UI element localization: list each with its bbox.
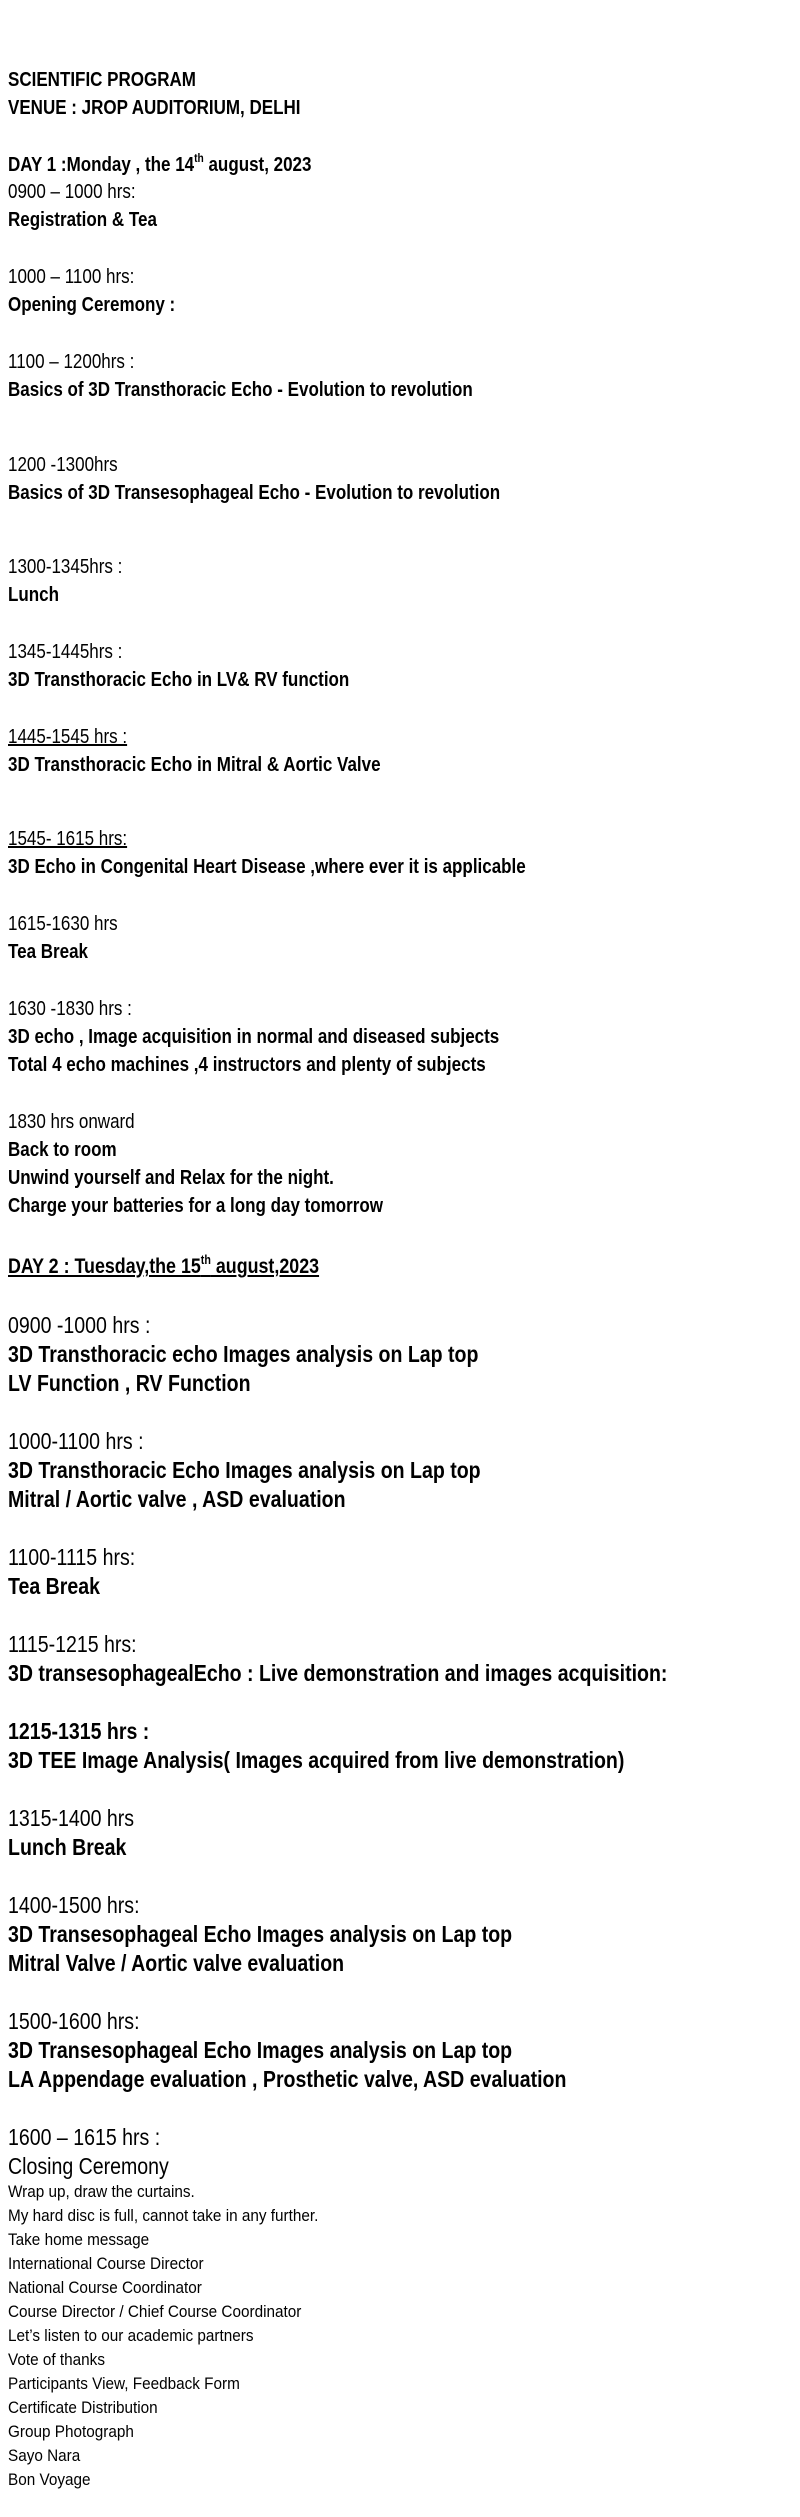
closing-item: Group Photograph xyxy=(8,2422,134,2441)
closing-item: Sayo Nara xyxy=(8,2446,81,2465)
session-title: 3D echo , Image acquisition in normal and diseased subjects xyxy=(8,1026,500,1048)
session-time: 1315-1400 hrs xyxy=(8,1805,135,1831)
session-time: 1500-1600 hrs: xyxy=(8,2008,140,2034)
session-time: 0900 -1000 hrs : xyxy=(8,1312,151,1338)
closing-item: Vote of thanks xyxy=(8,2350,105,2369)
day2-heading-suffix: august,2023 xyxy=(210,1255,320,1278)
closing-item: Take home message xyxy=(8,2230,150,2249)
session-time: 1000-1100 hrs : xyxy=(8,1428,144,1454)
session-title: 3D Transthoracic Echo Images analysis on Lap top xyxy=(8,1457,481,1483)
session-time: 1200 -1300hrs xyxy=(8,454,118,476)
session-title: 3D Transesophageal Echo Images analysis on Lap top xyxy=(8,2037,513,2063)
session-title: Lunch Break xyxy=(8,1834,127,1860)
session-title: 3D Transesophageal Echo Images analysis on Lap top xyxy=(8,1921,513,1947)
session-title: 3D TEE Image Analysis( Images acquired from live demonstration) xyxy=(8,1747,625,1773)
session-title: 3D Transthoracic echo Images analysis on Lap top xyxy=(8,1341,479,1367)
day1-heading-sup: th xyxy=(194,151,204,166)
session-title: Mitral / Aortic valve , ASD evaluation xyxy=(8,1486,346,1512)
closing-item: Participants View, Feedback Form xyxy=(8,2374,240,2393)
session-time: 1300-1345hrs : xyxy=(8,556,123,578)
session-title: Opening Ceremony : xyxy=(8,294,176,316)
day1-heading-suffix: august, 2023 xyxy=(203,154,312,176)
day1-heading-prefix: DAY 1 :Monday , the 14 xyxy=(8,154,195,176)
session-title: Closing Ceremony xyxy=(8,2153,169,2179)
session-time: 1830 hrs onward xyxy=(8,1111,135,1133)
session-title: 3D transesophagealEcho : Live demonstration and images acquisition: xyxy=(8,1660,668,1686)
closing-item: My hard disc is full, cannot take in any further. xyxy=(8,2206,319,2225)
session-time: 1400-1500 hrs: xyxy=(8,1892,140,1918)
day1-heading xyxy=(8,151,312,176)
session-time: 1000 – 1100 hrs: xyxy=(8,266,135,288)
day2-heading-sup: th xyxy=(200,1252,211,1267)
session-time: 1615-1630 hrs xyxy=(8,913,118,935)
day2-heading xyxy=(8,1252,320,1278)
session-title: Unwind yourself and Relax for the night. xyxy=(8,1167,334,1189)
session-time: 1445-1545 hrs : xyxy=(8,726,128,748)
session-title: Total 4 echo machines ,4 instructors and plenty of subjects xyxy=(8,1054,486,1076)
closing-item: Certificate Distribution xyxy=(8,2398,158,2417)
session-title: Tea Break xyxy=(8,1573,101,1599)
day2-heading-prefix: DAY 2 : Tuesday,the 15 xyxy=(8,1255,201,1278)
closing-item: Let’s listen to our academic partners xyxy=(8,2326,254,2345)
session-title: Back to room xyxy=(8,1139,117,1161)
session-title: Basics of 3D Transthoracic Echo - Evolution to revolution xyxy=(8,379,473,401)
session-time: 1630 -1830 hrs : xyxy=(8,998,132,1020)
session-time: 1100-1115 hrs: xyxy=(8,1544,136,1570)
session-time: 1600 – 1615 hrs : xyxy=(8,2124,161,2150)
session-title: Basics of 3D Transesophageal Echo - Evolution to revolution xyxy=(8,482,501,504)
session-time: 1215-1315 hrs : xyxy=(8,1718,150,1744)
closing-item: International Course Director xyxy=(8,2254,204,2273)
program-title: SCIENTIFIC PROGRAM xyxy=(8,69,196,91)
session-title: Mitral Valve / Aortic valve evaluation xyxy=(8,1950,345,1976)
session-time: 1100 – 1200hrs : xyxy=(8,351,135,373)
session-title: 3D Transthoracic Echo in Mitral & Aortic Valve xyxy=(8,754,381,776)
closing-item: Wrap up, draw the curtains. xyxy=(8,2182,195,2201)
closing-item: National Course Coordinator xyxy=(8,2278,202,2297)
session-title: Registration & Tea xyxy=(8,209,157,231)
closing-item: Bon Voyage xyxy=(8,2470,91,2489)
session-title: 3D Transthoracic Echo in LV& RV function xyxy=(8,669,350,691)
venue-line: VENUE : JROP AUDITORIUM, DELHI xyxy=(8,97,301,119)
session-title: Lunch xyxy=(8,584,59,606)
session-time: 1345-1445hrs : xyxy=(8,641,123,663)
session-title: LA Appendage evaluation , Prosthetic valve, ASD evaluation xyxy=(8,2066,567,2092)
session-time: 1115-1215 hrs: xyxy=(8,1631,137,1657)
closing-item: Course Director / Chief Course Coordinator xyxy=(8,2302,302,2321)
session-title: 3D Echo in Congenital Heart Disease ,where ever it is applicable xyxy=(8,856,526,878)
session-time: 0900 – 1000 hrs: xyxy=(8,181,136,203)
session-title: LV Function , RV Function xyxy=(8,1370,251,1396)
session-time: 1545- 1615 hrs: xyxy=(8,828,128,850)
session-title: Charge your batteries for a long day tomorrow xyxy=(8,1195,384,1217)
session-title: Tea Break xyxy=(8,941,89,963)
